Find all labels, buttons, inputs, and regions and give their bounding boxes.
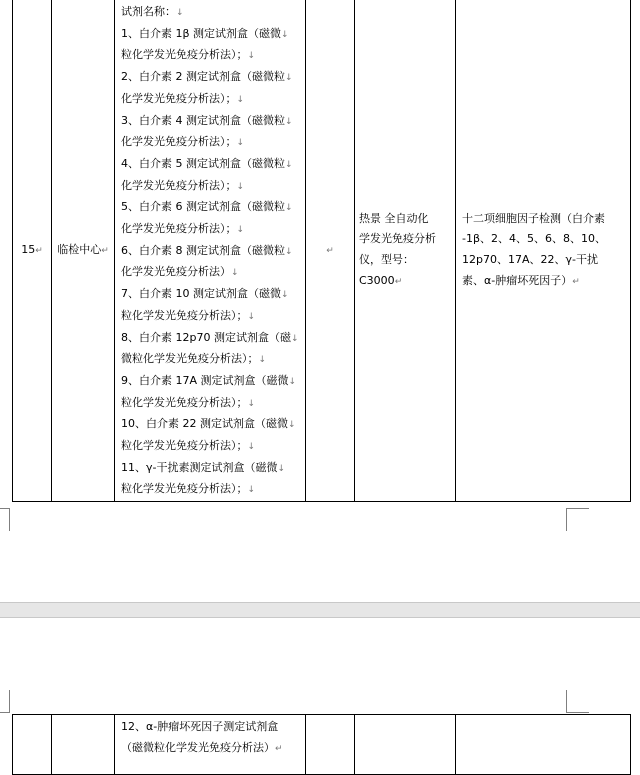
reagent-line: （磁微粒化学发光免疫分析法）↵ <box>121 740 283 754</box>
line-break-mark-icon: ↓ <box>285 246 293 257</box>
reagent-line: 化学发光免疫分析法）；↓ <box>121 135 245 149</box>
page-gap <box>0 602 640 618</box>
device-model: C3000 <box>359 273 395 287</box>
reagent-line: 试剂名称：↓ <box>121 5 184 18</box>
reagent-line: 粒化学发光免疫分析法）；↓ <box>121 48 256 62</box>
line-break-mark-icon: ↓ <box>236 138 245 149</box>
line-break-mark-icon: ↓ <box>231 268 239 279</box>
line-break-mark-icon: ↓ <box>290 333 299 344</box>
reagent-line: 9、白介素 17A 测定试剂盒（磁微↓ <box>121 373 297 387</box>
reagent-line: 3、白介素 4 测定试剂盒（磁微粒↓ <box>121 113 293 127</box>
margin-corner-mark-icon <box>0 690 10 713</box>
cell-end-mark-icon: ↵ <box>394 276 403 287</box>
cell-end-mark-icon: ↵ <box>572 276 580 287</box>
line-break-mark-icon: ↓ <box>285 203 293 214</box>
line-break-mark-icon: ↓ <box>285 159 293 170</box>
line-break-mark-icon: ↓ <box>281 29 289 40</box>
empty-cell <box>456 715 631 775</box>
margin-corner-mark-icon <box>0 508 10 531</box>
cell-end-mark-icon: ↵ <box>35 245 43 256</box>
reagent-line: 1、白介素 1β 测定试剂盒（磁微↓ <box>121 26 289 40</box>
reagent-line: 8、白介素 12p70 测定试剂盒（磁↓ <box>121 330 299 344</box>
empty-cell <box>306 715 355 775</box>
reagent-line: 化学发光免疫分析法）↓ <box>121 265 239 279</box>
document-page-2 <box>0 618 640 764</box>
reagent-line: 粒化学发光免疫分析法）；↓ <box>121 308 256 322</box>
line-break-mark-icon: ↓ <box>247 311 256 322</box>
empty-cell <box>52 715 115 775</box>
reagent-line: 6、白介素 8 测定试剂盒（磁微粒↓ <box>121 243 293 257</box>
device-line: 学发光免疫分析 <box>359 232 436 246</box>
line-break-mark-icon: ↓ <box>258 355 267 366</box>
reagent-list <box>121 2 301 501</box>
reagent-line: 粒化学发光免疫分析法）；↓ <box>121 395 256 409</box>
margin-corner-mark-icon <box>566 690 589 713</box>
line-break-mark-icon: ↓ <box>277 463 286 474</box>
line-break-mark-icon: ↓ <box>247 485 256 496</box>
reagent-line: 4、白介素 5 测定试剂盒（磁微粒↓ <box>121 156 293 170</box>
test-item-cell <box>456 0 631 502</box>
line-break-mark-icon: ↓ <box>285 116 293 127</box>
margin-corner-mark-icon <box>566 508 589 531</box>
test-item-line: 12p70、17A、22、γ-干扰 <box>462 253 598 267</box>
empty-cell <box>355 715 456 775</box>
reagent-list-cell <box>115 0 306 502</box>
line-break-mark-icon: ↓ <box>288 376 297 387</box>
test-item-line: -1β、2、4、5、6、8、10、 <box>462 232 606 246</box>
cell-end-mark-icon: ↵ <box>326 245 334 256</box>
reagent-line: 10、白介素 22 测定试剂盒（磁微↓ <box>121 417 296 431</box>
line-break-mark-icon: ↓ <box>176 8 184 18</box>
line-break-mark-icon: ↓ <box>236 225 245 236</box>
equipment-table <box>12 0 631 502</box>
reagent-line: 微粒化学发光免疫分析法）；↓ <box>121 352 267 366</box>
line-break-mark-icon: ↓ <box>247 398 256 409</box>
reagent-line: 化学发光免疫分析法）；↓ <box>121 222 245 236</box>
line-break-mark-icon: ↓ <box>247 442 256 453</box>
department-name: 临检中心 <box>57 242 102 256</box>
test-item-line: 素、α-肿瘤坏死因子） <box>462 273 573 287</box>
line-break-mark-icon: ↓ <box>236 181 245 192</box>
row-index-cell <box>13 0 52 502</box>
reagent-line: 粒化学发光免疫分析法）；↓ <box>121 439 256 453</box>
reagent-line: 11、γ-干扰素测定试剂盒（磁微↓ <box>121 460 286 474</box>
device-line: 仪，型号： <box>359 253 414 267</box>
table-row <box>13 715 631 775</box>
empty-cell <box>306 0 355 502</box>
reagent-line: 12、α-肿瘤坏死因子测定试剂盒 <box>121 720 279 733</box>
line-break-mark-icon: ↓ <box>281 290 289 301</box>
reagent-line: 5、白介素 6 测定试剂盒（磁微粒↓ <box>121 200 293 214</box>
row-index: 15 <box>21 242 36 256</box>
reagent-line: 化学发光免疫分析法）；↓ <box>121 178 245 192</box>
reagent-line: 7、白介素 10 测定试剂盒（磁微↓ <box>121 287 289 301</box>
reagent-line: 化学发光免疫分析法）；↓ <box>121 91 245 105</box>
empty-cell <box>13 715 52 775</box>
table-row <box>13 0 631 502</box>
cell-end-mark-icon: ↵ <box>101 245 109 256</box>
device-line: 热景 全自动化 <box>359 211 429 225</box>
reagent-line: 2、白介素 2 测定试剂盒（磁微粒↓ <box>121 70 293 84</box>
department-cell <box>52 0 115 502</box>
test-item-line: 十二项细胞因子检测（白介素 <box>462 211 605 225</box>
cell-end-mark-icon: ↵ <box>275 743 283 754</box>
line-break-mark-icon: ↓ <box>236 94 245 105</box>
line-break-mark-icon: ↓ <box>247 51 256 62</box>
reagent-list-cell <box>115 715 306 775</box>
device-cell <box>355 0 456 502</box>
line-break-mark-icon: ↓ <box>288 420 296 431</box>
equipment-table-continued <box>12 714 631 775</box>
reagent-line: 粒化学发光免疫分析法）；↓ <box>121 482 256 496</box>
line-break-mark-icon: ↓ <box>285 73 293 84</box>
